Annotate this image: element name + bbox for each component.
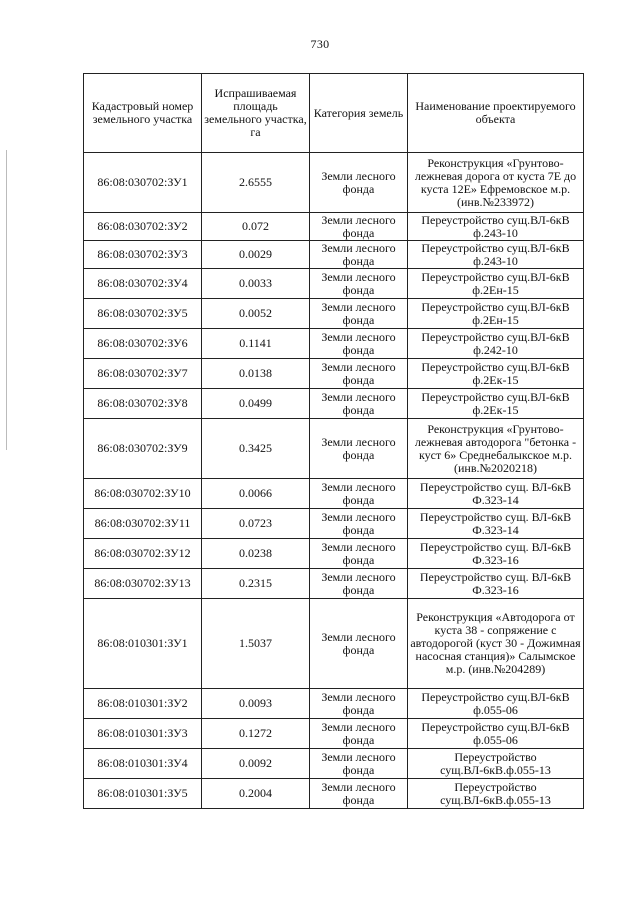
cadastral-number-cell: 86:08:010301:ЗУ3 [84,719,202,749]
cadastral-number-cell: 86:08:030702:ЗУ4 [84,269,202,299]
land-category-cell: Земли лесного фонда [310,389,408,419]
land-category-cell: Земли лесного фонда [310,479,408,509]
area-cell: 0.072 [202,213,310,241]
cadastral-number-cell: 86:08:030702:ЗУ1 [84,153,202,213]
land-category-cell: Земли лесного фонда [310,153,408,213]
land-category-cell: Земли лесного фонда [310,689,408,719]
area-cell: 0.3425 [202,419,310,479]
table-row [84,299,584,329]
project-object-cell: Переустройство сущ.ВЛ-6кВ ф.243-10 [408,213,584,241]
table-row [84,539,584,569]
land-category-cell: Земли лесного фонда [310,359,408,389]
land-category-cell: Земли лесного фонда [310,299,408,329]
land-category-cell: Земли лесного фонда [310,329,408,359]
area-cell: 0.0029 [202,241,310,269]
cadastral-number-cell: 86:08:030702:ЗУ8 [84,389,202,419]
project-object-cell: Переустройство сущ.ВЛ-6кВ ф.242-10 [408,329,584,359]
cadastral-number-cell: 86:08:030702:ЗУ12 [84,539,202,569]
cadastral-number-cell: 86:08:010301:ЗУ5 [84,779,202,809]
table-body [84,153,584,809]
area-cell: 0.2004 [202,779,310,809]
table-header-row [84,74,584,153]
project-object-cell: Переустройство сущ.ВЛ-6кВ ф.2Ен-15 [408,299,584,329]
table-row [84,269,584,299]
project-object-cell: Переустройство сущ. ВЛ-6кВ Ф.323-16 [408,539,584,569]
table-row [84,359,584,389]
cadastral-number-cell: 86:08:030702:ЗУ9 [84,419,202,479]
area-cell: 0.0138 [202,359,310,389]
cadastral-number-cell: 86:08:030702:ЗУ5 [84,299,202,329]
land-category-cell: Земли лесного фонда [310,779,408,809]
table-row [84,689,584,719]
area-cell: 0.1141 [202,329,310,359]
table-row [84,749,584,779]
scan-edge-mark [6,150,7,450]
table-row [84,389,584,419]
area-cell: 0.0052 [202,299,310,329]
land-category-cell: Земли лесного фонда [310,241,408,269]
project-object-cell: Переустройство сущ.ВЛ-6кВ.ф.055-13 [408,779,584,809]
cadastral-number-cell: 86:08:010301:ЗУ1 [84,599,202,689]
project-object-cell: Реконструкция «Грунтово-лежневая дорога от куста 7Е до куста 12Е» Ефремовское м.р. (инв.№233972) [408,153,584,213]
land-category-cell: Земли лесного фонда [310,569,408,599]
table-row [84,241,584,269]
table-row [84,599,584,689]
project-object-cell: Переустройство сущ. ВЛ-6кВ Ф.323-14 [408,509,584,539]
project-object-cell: Переустройство сущ. ВЛ-6кВ Ф.323-14 [408,479,584,509]
header-land-category: Категория земель [310,74,408,153]
cadastral-number-cell: 86:08:030702:ЗУ7 [84,359,202,389]
area-cell: 0.0066 [202,479,310,509]
project-object-cell: Переустройство сущ.ВЛ-6кВ.ф.055-13 [408,749,584,779]
land-category-cell: Земли лесного фонда [310,419,408,479]
land-category-cell: Земли лесного фонда [310,539,408,569]
land-category-cell: Земли лесного фонда [310,213,408,241]
cadastral-number-cell: 86:08:030702:ЗУ6 [84,329,202,359]
project-object-cell: Переустройство сущ.ВЛ-6кВ ф.055-06 [408,689,584,719]
project-object-cell: Переустройство сущ.ВЛ-6кВ ф.055-06 [408,719,584,749]
cadastral-number-cell: 86:08:010301:ЗУ2 [84,689,202,719]
cadastral-number-cell: 86:08:030702:ЗУ13 [84,569,202,599]
cadastral-number-cell: 86:08:030702:ЗУ10 [84,479,202,509]
area-cell: 1.5037 [202,599,310,689]
land-category-cell: Земли лесного фонда [310,509,408,539]
page-number: 730 [310,37,330,51]
cadastral-number-cell: 86:08:030702:ЗУ3 [84,241,202,269]
area-cell: 0.0238 [202,539,310,569]
land-category-cell: Земли лесного фонда [310,269,408,299]
cadastral-number-cell: 86:08:030702:ЗУ11 [84,509,202,539]
project-object-cell: Переустройство сущ.ВЛ-6кВ ф.2Ек-15 [408,359,584,389]
header-project-object: Наименование проектируемого объекта [408,74,584,153]
table-row [84,329,584,359]
project-object-cell: Переустройство сущ. ВЛ-6кВ Ф.323-16 [408,569,584,599]
land-category-cell: Земли лесного фонда [310,599,408,689]
table-row [84,213,584,241]
land-category-cell: Земли лесного фонда [310,719,408,749]
table-row [84,153,584,213]
table-row [84,719,584,749]
land-category-cell: Земли лесного фонда [310,749,408,779]
area-cell: 0.0499 [202,389,310,419]
project-object-cell: Переустройство сущ.ВЛ-6кВ ф.243-10 [408,241,584,269]
project-object-cell: Переустройство сущ.ВЛ-6кВ ф.2Ен-15 [408,269,584,299]
cadastral-number-cell: 86:08:010301:ЗУ4 [84,749,202,779]
cadastral-number-cell: 86:08:030702:ЗУ2 [84,213,202,241]
table-row [84,479,584,509]
header-requested-area: Испрашиваемая площадь земельного участка, га [202,74,310,153]
table-row [84,419,584,479]
table-row [84,779,584,809]
project-object-cell: Реконструкция «Грунтово-лежневая автодорога "бетонка - куст 6» Среднебалыкское м.р. (инв.№2020218) [408,419,584,479]
table-row [84,569,584,599]
area-cell: 0.0092 [202,749,310,779]
area-cell: 0.2315 [202,569,310,599]
area-cell: 0.0723 [202,509,310,539]
area-cell: 2.6555 [202,153,310,213]
project-object-cell: Реконструкция «Автодорога от куста 38 - сопряжение с автодорогой (куст 30 - Дожимная насосная станция)» Салымское м.р. (инв.№204289) [408,599,584,689]
table-row [84,509,584,539]
area-cell: 0.0033 [202,269,310,299]
area-cell: 0.1272 [202,719,310,749]
land-plots-table [83,73,584,809]
project-object-cell: Переустройство сущ.ВЛ-6кВ ф.2Ек-15 [408,389,584,419]
header-cadastral-number: Кадастровый номер земельного участка [84,74,202,153]
area-cell: 0.0093 [202,689,310,719]
